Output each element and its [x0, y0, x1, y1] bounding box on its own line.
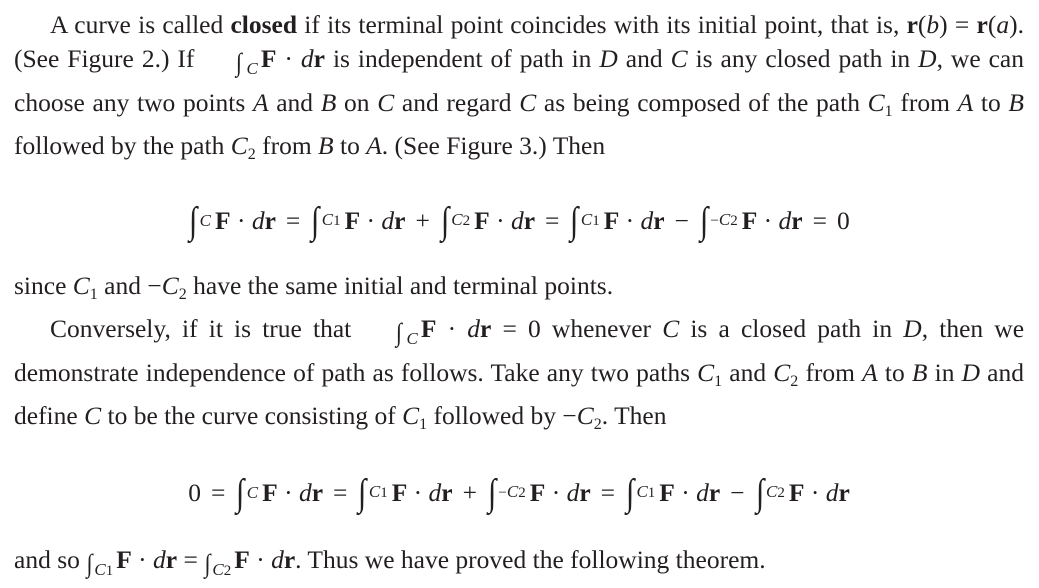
- display-equation-2: 0 = ∫ C F · d r = ∫ C1 F · d r + ∫ −C2 F · d r = ∫ C1 F · d r − ∫ C2 F · d r: [188, 471, 850, 514]
- term-closed: closed: [230, 10, 298, 39]
- paragraph-and-so: and so $\int_{C1}$ F · dr = $\int_{C2}$ F · dr. Thus we have proved the following theorem.: [14, 545, 766, 579]
- display-equation-1: ∫ C F · d r = ∫ C1 F · d r + ∫ C2 F · d r = ∫ C1 F · d r − ∫ −C2 F · d r = 0: [189, 199, 850, 242]
- paragraph-since: since C1 and −C2 have the same initial and terminal points.: [14, 271, 614, 303]
- paragraph-conversely: Conversely, if it is true that ∫ $_C$ F · dr = 0 whenever C is a closed path in D, then we demonstrate independence of path as follows. Take any two paths C1 and C2 from A to B in D and define C to be the curve consisting of C1 followed by −C2. Then: [14, 314, 1025, 433]
- textbook-page: [14, 8, 1024, 588]
- paragraph-closed-curve: A curve is called closed if its terminal point coincides with its initial point, that is, r(b) = r(a). (See Figure 2.) If ∫ $_C$ F · dr is independent of path in D and C is any closed path in D, we can choose any two points A and B on C and regard C as being composed of the path C1 from A to B followed by the path C2 from B to A. (See Figure 3.) Then: [14, 10, 1024, 163]
